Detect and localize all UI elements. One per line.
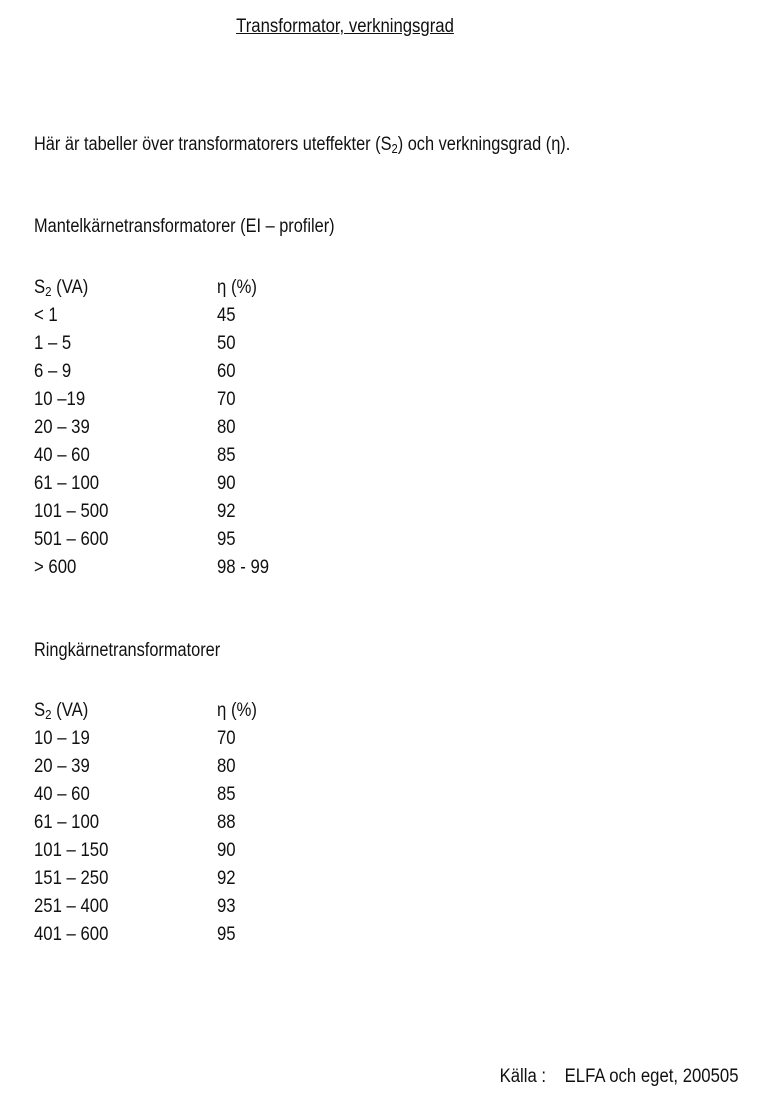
eta-cell: 98 - 99 [217,557,270,578]
table-row [34,865,334,893]
s2-cell: > 600 [34,557,77,578]
table-row [34,893,334,921]
table-row [34,470,334,498]
s2-cell: 501 – 600 [34,529,109,550]
table-row [34,809,334,837]
column-header-s2: $S_2$ (VA) [34,277,89,299]
source-citation [499,1066,738,1088]
s2-cell: 10 –19 [34,389,86,410]
efficiency-table-mantel [34,274,334,582]
section-heading-mantel: Mantelkärnetransformatorer (EI – profiler) [34,216,335,237]
table-row [34,414,334,442]
s2-cell: 40 – 60 [34,784,90,805]
eta-cell: 80 [217,417,236,438]
s2-cell: 401 – 600 [34,924,109,945]
table-row [34,554,334,582]
table-row [34,753,334,781]
table-row [34,837,334,865]
eta-cell: 90 [217,840,236,861]
s2-cell: 61 – 100 [34,473,100,494]
eta-cell: 93 [217,896,236,917]
eta-cell: 70 [217,389,236,410]
s2-cell: 1 – 5 [34,333,72,354]
eta-cell: 85 [217,445,236,466]
table-row [34,526,334,554]
source-label: Källa : [499,1066,546,1087]
intro-text-start: Här är tabeller över transformatorers uteffekter (S [34,134,392,155]
s2-cell: 151 – 250 [34,868,109,889]
eta-cell: 88 [217,812,236,833]
table-row [34,921,334,949]
eta-cell: 95 [217,529,236,550]
efficiency-table-ring [34,697,334,949]
eta-cell: 90 [217,473,236,494]
s2-cell: 20 – 39 [34,756,90,777]
table-row [34,330,334,358]
intro-text [34,134,570,156]
table-header-row [34,274,334,302]
table-header-row [34,697,334,725]
table-row [34,442,334,470]
table-row [34,725,334,753]
eta-cell: 60 [217,361,236,382]
table-row [34,386,334,414]
table-row [34,781,334,809]
eta-cell: 70 [217,728,236,749]
table-row [34,498,334,526]
eta-cell: 50 [217,333,236,354]
eta-cell: 95 [217,924,236,945]
column-header-eta: η (%) [217,700,257,721]
eta-cell: 85 [217,784,236,805]
intro-subscript: 2 [391,141,398,156]
eta-cell: 80 [217,756,236,777]
s2-cell: 61 – 100 [34,812,100,833]
section-heading-ring: Ringkärnetransformatorer [34,640,221,661]
eta-cell: 45 [217,305,236,326]
s2-cell: < 1 [34,305,58,326]
s2-cell: 101 – 500 [34,501,109,522]
intro-text-end: ) och verkningsgrad (η). [397,134,571,155]
s2-cell: 40 – 60 [34,445,90,466]
eta-cell: 92 [217,501,236,522]
s2-cell: 20 – 39 [34,417,90,438]
s2-cell: 10 – 19 [34,728,90,749]
s2-cell: 251 – 400 [34,896,109,917]
column-header-eta: η (%) [217,277,257,298]
page-title: Transformator, verkningsgrad [236,16,454,37]
column-header-s2: $S_2$ (VA) [34,700,89,722]
s2-cell: 101 – 150 [34,840,109,861]
s2-cell: 6 – 9 [34,361,72,382]
table-row [34,302,334,330]
table-row [34,358,334,386]
source-text: ELFA och eget, 200505 [564,1066,738,1087]
eta-cell: 92 [217,868,236,889]
